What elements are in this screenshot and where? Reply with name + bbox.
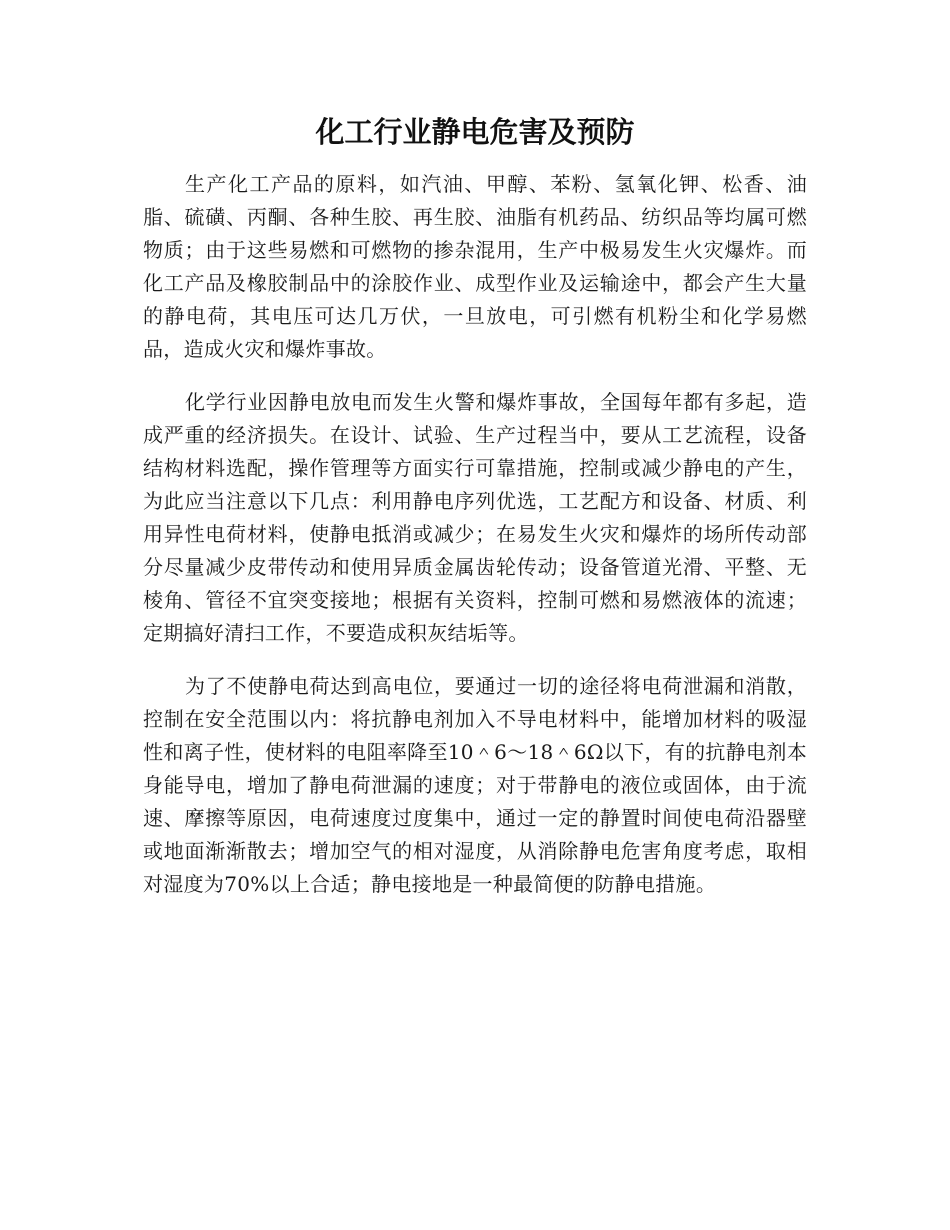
paragraph-3: 为了不使静电荷达到高电位，要通过一切的途径将电荷泄漏和消散，控制在安全范围以内：将抗静电剂加入不导电材料中，能增加材料的吸湿性和离子性，使材料的电阻率降至10＾6～18＾6Ω以下，有的抗静电剂本身能导电，增加了静电荷泄漏的速度；对于带静电的液位或固体，由于流速、摩擦等原因，电荷速度过度集中，通过一定的静置时间使电荷沿器壁或地面渐渐散去；增加空气的相对湿度，从消除静电危害角度考虑，取相对湿度为70%以上合适；静电接地是一种最简便的防静电措施。 bbox=[143, 674, 807, 896]
paragraph-2: 化学行业因静电放电而发生火警和爆炸事故，全国每年都有多起，造成严重的经济损失。在设计、试验、生产过程当中，要从工艺流程，设备结构材料选配，操作管理等方面实行可靠措施，控制或减少静电的产生，为此应当注意以下几点：利用静电序列优选，工艺配方和设备、材质、利用异性电荷材料，使静电抵消或减少；在易发生火灾和爆炸的场所传动部分尽量减少皮带传动和使用异质金属齿轮传动；设备管道光滑、平整、无棱角、管径不宜突变接地；根据有关资料，控制可燃和易燃液体的流速；定期搞好清扫工作，不要造成积灰结垢等。 bbox=[143, 390, 807, 645]
document-body bbox=[143, 168, 807, 921]
document-title: 化工行业静电危害及预防 bbox=[315, 115, 635, 149]
paragraph-1: 生产化工产品的原料，如汽油、甲醇、苯粉、氢氧化钾、松香、油脂、硫磺、丙酮、各种生胶、再生胶、油脂有机药品、纺织品等均属可燃物质；由于这些易燃和可燃物的掺杂混用，生产中极易发生火灾爆炸。而化工产品及橡胶制品中的涂胶作业、成型作业及运输途中，都会产生大量的静电荷，其电压可达几万伏，一旦放电，可引燃有机粉尘和化学易燃品，造成火灾和爆炸事故。 bbox=[143, 172, 807, 361]
